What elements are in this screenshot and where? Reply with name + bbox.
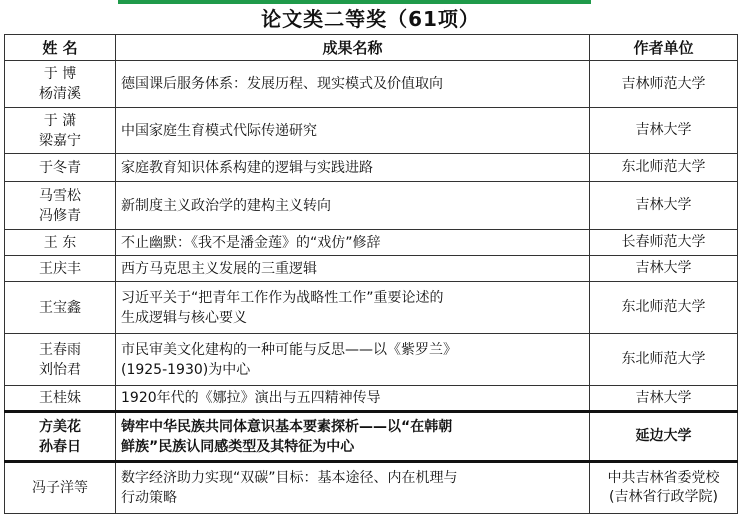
header-unit: 作者单位 bbox=[590, 35, 738, 61]
unit-line: 吉林大学 bbox=[635, 122, 692, 138]
author-cell bbox=[5, 154, 116, 182]
author-name: 冯修青 bbox=[39, 207, 81, 224]
unit-line: 东北师范大学 bbox=[621, 299, 706, 315]
unit-cell bbox=[590, 282, 738, 334]
unit-cell bbox=[590, 386, 738, 412]
work-title-line: 生成逻辑与核心要义 bbox=[121, 309, 247, 326]
table-row bbox=[5, 230, 738, 256]
work-title-line: 铸牢中华民族共同体意识基本要素探析——以“在韩朝 bbox=[121, 418, 453, 435]
work-title-line: 鲜族”民族认同感类型及其特征为中心 bbox=[121, 438, 355, 455]
header-name: 姓 名 bbox=[5, 35, 116, 61]
unit-line: 中共吉林省委党校 bbox=[607, 470, 720, 486]
work-title-line: 不止幽默：《我不是潘金莲》的“戏仿”修辞 bbox=[121, 234, 381, 251]
work-title-line: 1920年代的《娜拉》演出与五四精神传导 bbox=[121, 390, 381, 406]
table-header-row bbox=[5, 35, 738, 61]
author-name: 刘怡君 bbox=[39, 361, 81, 378]
author-cell bbox=[5, 462, 116, 514]
unit-cell bbox=[590, 61, 738, 108]
table-row-highlighted bbox=[5, 412, 738, 462]
work-title-line: (1925-1930)为中心 bbox=[121, 361, 251, 378]
work-title-cell bbox=[116, 182, 590, 230]
author-name: 杨清溪 bbox=[39, 86, 81, 102]
author-cell bbox=[5, 230, 116, 256]
author-cell bbox=[5, 282, 116, 334]
author-cell bbox=[5, 108, 116, 154]
unit-line: 吉林师范大学 bbox=[621, 75, 706, 92]
work-title-line: 中国家庭生育模式代际传递研究 bbox=[121, 122, 317, 139]
unit-line: 东北师范大学 bbox=[621, 351, 706, 367]
unit-line: 吉林大学 bbox=[635, 389, 692, 406]
work-title-line: 行动策略 bbox=[121, 490, 177, 506]
unit-line: 吉林大学 bbox=[635, 197, 692, 213]
author-name: 于 博 bbox=[43, 66, 77, 82]
unit-line: (吉林省行政学院) bbox=[609, 489, 718, 505]
table-row bbox=[5, 282, 738, 334]
author-name: 王 东 bbox=[43, 234, 77, 251]
work-title-line: 德国课后服务体系：发展历程、现实模式及价值取向 bbox=[121, 76, 443, 92]
unit-cell bbox=[590, 182, 738, 230]
unit-line: 长春师范大学 bbox=[621, 234, 706, 250]
author-name: 马雪松 bbox=[39, 187, 81, 204]
author-cell bbox=[5, 412, 116, 462]
unit-line: 东北师范大学 bbox=[621, 159, 706, 175]
work-title-cell bbox=[116, 334, 590, 386]
unit-cell bbox=[590, 154, 738, 182]
unit-cell bbox=[590, 334, 738, 386]
work-title-line: 市民审美文化建构的一种可能与反思——以《紫罗兰》 bbox=[121, 341, 457, 358]
work-title-line: 习近平关于“把青年工作作为战略性工作”重要论述的 bbox=[121, 289, 444, 306]
author-cell bbox=[5, 61, 116, 108]
author-cell bbox=[5, 334, 116, 386]
header-title: 成果名称 bbox=[116, 35, 590, 61]
unit-cell bbox=[590, 412, 738, 462]
work-title-cell bbox=[116, 108, 590, 154]
work-title-cell bbox=[116, 282, 590, 334]
author-name: 王春雨 bbox=[39, 341, 81, 358]
page-title: 论文类二等奖（61项） bbox=[261, 7, 480, 31]
table-row bbox=[5, 386, 738, 412]
unit-cell bbox=[590, 256, 738, 282]
work-title-cell bbox=[116, 462, 590, 514]
unit-line: 延边大学 bbox=[635, 428, 692, 444]
table-row bbox=[5, 182, 738, 230]
table-row bbox=[5, 154, 738, 182]
work-title-cell bbox=[116, 61, 590, 108]
unit-cell bbox=[590, 462, 738, 514]
author-name: 王庆丰 bbox=[39, 260, 81, 277]
author-name: 孙春日 bbox=[39, 438, 81, 455]
author-name: 冯子洋等 bbox=[32, 480, 88, 496]
work-title-cell bbox=[116, 230, 590, 256]
author-name: 于 潇 bbox=[43, 112, 77, 129]
work-title-cell bbox=[116, 256, 590, 282]
author-cell bbox=[5, 256, 116, 282]
work-title-cell bbox=[116, 386, 590, 412]
author-cell bbox=[5, 386, 116, 412]
work-title-line: 家庭教育知识体系构建的逻辑与实践进路 bbox=[121, 159, 373, 176]
table-row bbox=[5, 108, 738, 154]
author-name: 方美花 bbox=[39, 418, 81, 435]
unit-line: 吉林大学 bbox=[635, 260, 692, 276]
table-row bbox=[5, 256, 738, 282]
work-title-line: 西方马克思主义发展的三重逻辑 bbox=[121, 260, 317, 277]
work-title-cell bbox=[116, 154, 590, 182]
unit-cell bbox=[590, 108, 738, 154]
work-title-line: 新制度主义政治学的建构主义转向 bbox=[121, 197, 331, 214]
unit-cell bbox=[590, 230, 738, 256]
author-name: 王桂妹 bbox=[39, 390, 81, 406]
work-title-line: 数字经济助力实现“双碳”目标：基本途径、内在机理与 bbox=[121, 470, 458, 486]
author-name: 王宝鑫 bbox=[39, 299, 81, 316]
table-row bbox=[5, 462, 738, 514]
table-row bbox=[5, 334, 738, 386]
author-name: 于冬青 bbox=[39, 159, 81, 176]
work-title-cell bbox=[116, 412, 590, 462]
table-row bbox=[5, 61, 738, 108]
awards-table bbox=[4, 34, 738, 514]
author-name: 梁嘉宁 bbox=[39, 132, 81, 149]
author-cell bbox=[5, 182, 116, 230]
